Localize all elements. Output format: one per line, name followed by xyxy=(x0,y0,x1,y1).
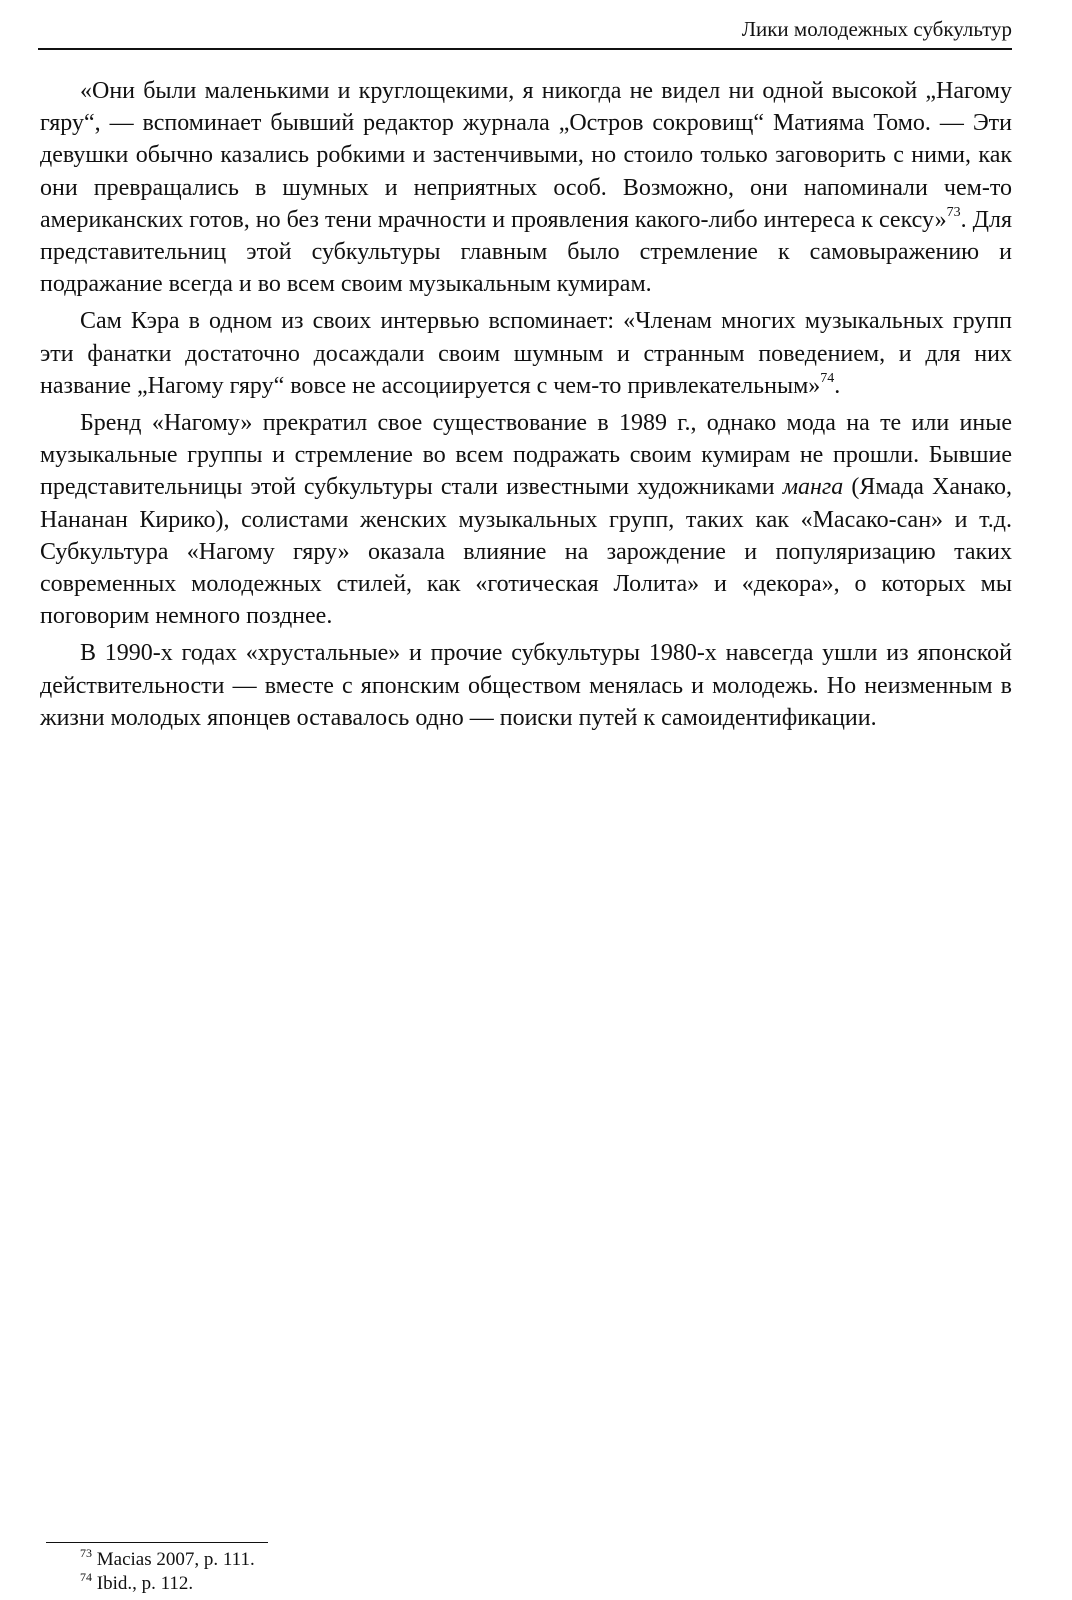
paragraph-1-tail: . Для представительниц этой субкультуры главным было стремление к самовыражению и подражание всегда и во всем своим музыкальным кумирам. xyxy=(40,206,1012,298)
paragraph-1 xyxy=(40,75,1012,300)
footnote-ref-74[interactable]: 74 xyxy=(820,370,835,386)
paragraph-2 xyxy=(40,305,1012,402)
running-title: Лики молодежных субкультур xyxy=(741,17,1012,41)
paragraph-3 xyxy=(40,407,1012,632)
footnote-text: Macias 2007, p. 111. xyxy=(92,1549,255,1570)
paragraph-2-text: Сам Кэра в одном из своих интервью вспоминает: «Членам многих музыкальных групп эти фанатки достаточно досаждали своим шумным и странным поведением, и для них название „Нагому гяру“ вовсе не ассоциируется с чем-то привлекательным» xyxy=(40,308,1012,399)
paragraph-3-after: (Ямада Ханако, Нананан Кирико), солистами женских музыкальных групп, таких как «Масако-сан» и т.д. Субкультура «Нагому гяру» оказала влияние на зарождение и популяризацию таких современных молодежных стилей, как «готическая Лолита» и «декора», о которых мы поговорим немного позднее. xyxy=(40,474,1012,630)
footnote-number: 73 xyxy=(80,1545,92,1560)
footnote-divider xyxy=(46,1542,268,1543)
paragraph-2-tail: . xyxy=(834,372,841,399)
footnotes xyxy=(80,1545,255,1596)
footnote-text: Ibid., p. 112. xyxy=(92,1573,194,1594)
main-text xyxy=(40,75,1012,739)
footnote-74 xyxy=(80,1569,255,1596)
manga-term: манга xyxy=(782,474,844,501)
running-header xyxy=(38,12,1012,50)
footnote-number: 74 xyxy=(80,1569,92,1584)
paragraph-4-text: В 1990-х годах «хрустальные» и прочие субкультуры 1980-х навсегда ушли из японской действительности — вместе с японским обществом менялась и молодежь. Но неизменным в жизни молодых японцев оставалось одно — поиски путей к самоидентификации. xyxy=(40,640,1012,731)
footnote-ref-73[interactable]: 73 xyxy=(946,204,961,220)
paragraph-3-before: Бренд «Нагому» прекратил свое существование в 1989 г., однако мода на те или иные музыкальные группы и стремление во всем подражать своим кумирам не прошли. Бывшие представительницы этой субкультуры стали известными художниками xyxy=(40,410,1012,501)
paragraph-1-text: «Они были маленькими и круглощекими, я никогда не видел ни одной высокой „Нагому гяру“, — вспоминает бывший редактор журнала „Остров сокровищ“ Матияма Томо. — Эти девушки обычно казались робкими и застенчивыми, но стоило только заговорить с ними, как они превращались в шумных и неприятных особ. Возможно, они напоминали чем-то американских готов, но без тени мрачности и проявления какого-либо интереса к сексу» xyxy=(40,78,1012,233)
footnote-73 xyxy=(80,1545,255,1572)
paragraph-4 xyxy=(40,637,1012,734)
